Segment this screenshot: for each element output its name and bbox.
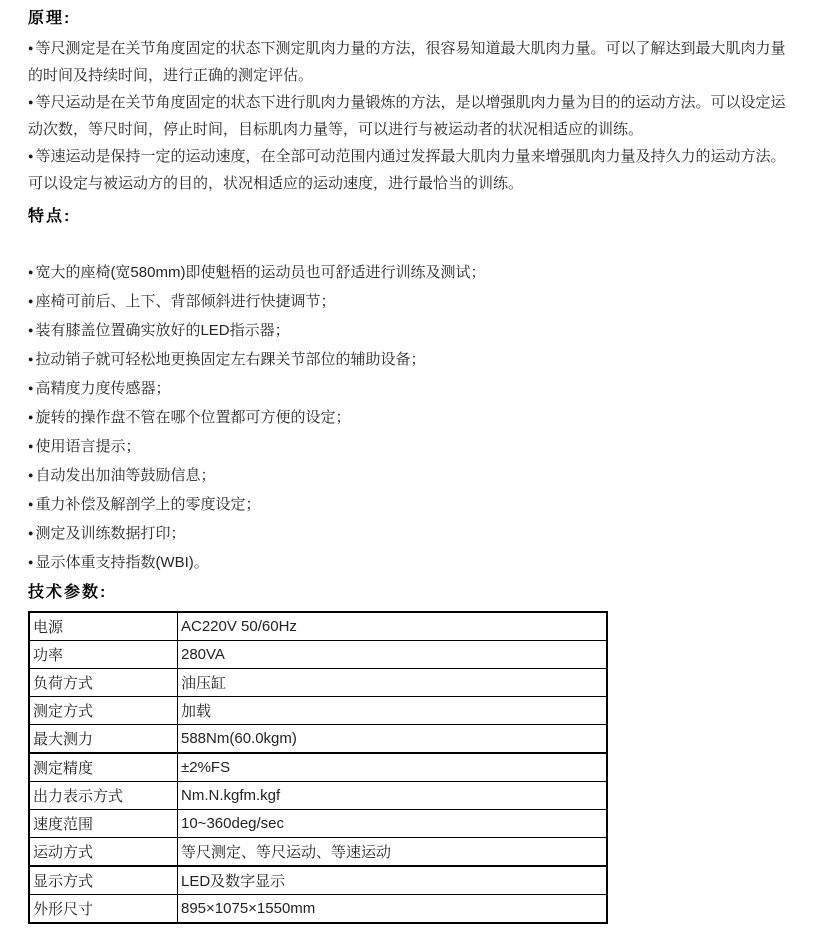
spec-value: Nm.N.kgfm.kgf: [178, 782, 608, 810]
specs-table-body: [29, 612, 607, 923]
spec-value: ±2%FS: [178, 753, 608, 782]
section-heading-features: 特点:: [28, 208, 72, 225]
spec-value: 895×1075×1550mm: [178, 895, 608, 924]
bullet-icon: ●: [28, 383, 34, 393]
feature-item: [28, 432, 795, 461]
table-row: [29, 697, 607, 725]
spec-value: 等尺测定、等尺运动、等速运动: [178, 838, 608, 867]
bullet-icon: ●: [28, 325, 34, 335]
table-row: [29, 753, 607, 782]
principle-paragraph-text: 等尺测定是在关节角度固定的状态下测定肌肉力量的方法，很容易知道最大肌肉力量。可以了解达到最大肌肉力量的时间及持续时间，进行正确的测定评估。: [28, 40, 786, 84]
feature-item-text: 重力补偿及解剖学上的零度设定；: [35, 496, 261, 513]
bullet-icon: ●: [28, 354, 34, 364]
feature-item: [28, 345, 795, 374]
spec-label: 外形尺寸: [29, 895, 178, 924]
table-row: [29, 895, 607, 924]
principle-paragraph-text: 等速运动是保持一定的运动速度，在全部可动范围内通过发挥最大肌肉力量来增强肌肉力量及持久力的运动方法。可以设定与被运动方的目的，状况相适应的运动速度，进行最恰当的训练。: [28, 148, 786, 192]
bullet-icon: ●: [28, 151, 34, 161]
feature-item-text: 装有膝盖位置确实放好的LED指示器；: [35, 322, 290, 339]
feature-item: [28, 519, 795, 548]
feature-item-text: 宽大的座椅(宽580mm)即使魁梧的运动员也可舒适进行训练及测试；: [35, 264, 486, 281]
principle-paragraph: [28, 143, 795, 197]
principle-paragraphs: [28, 35, 795, 197]
bullet-icon: ●: [28, 441, 34, 451]
features-list: [28, 258, 795, 577]
table-row: [29, 669, 607, 697]
spec-label: 速度范围: [29, 810, 178, 838]
feature-item-text: 使用语言提示；: [35, 438, 141, 455]
section-heading-principle: 原理:: [28, 10, 72, 27]
feature-item-text: 旋转的操作盘不管在哪个位置都可方便的设定；: [35, 409, 351, 426]
spec-value: 280VA: [178, 641, 608, 669]
bullet-icon: ●: [28, 412, 34, 422]
feature-item-text: 座椅可前后、上下、背部倾斜进行快捷调节；: [35, 293, 336, 310]
spec-value: 10~360deg/sec: [178, 810, 608, 838]
feature-item-text: 高精度力度传感器；: [35, 380, 171, 397]
principle-paragraph-text: 等尺运动是在关节角度固定的状态下进行肌肉力量锻炼的方法，是以增强肌肉力量为目的的运动方法。可以设定运动次数，等尺时间，停止时间，目标肌肉力量等，可以进行与被运动者的状况相适应的训练。: [28, 94, 786, 138]
feature-item: [28, 403, 795, 432]
spec-label: 电源: [29, 612, 178, 641]
feature-item: [28, 287, 795, 316]
table-row: [29, 725, 607, 754]
feature-item-text: 拉动销子就可轻松地更换固定左右踝关节部位的辅助设备；: [35, 351, 426, 368]
feature-item: [28, 258, 795, 287]
feature-item-text: 自动发出加油等鼓励信息；: [35, 467, 216, 484]
feature-item: [28, 374, 795, 403]
bullet-icon: ●: [28, 557, 34, 567]
table-row: [29, 782, 607, 810]
table-row: [29, 641, 607, 669]
spec-label: 测定方式: [29, 697, 178, 725]
table-row: [29, 838, 607, 867]
feature-item: [28, 490, 795, 519]
bullet-icon: ●: [28, 267, 34, 277]
spec-label: 最大测力: [29, 725, 178, 754]
feature-item: [28, 316, 795, 345]
spec-label: 运动方式: [29, 838, 178, 867]
table-row: [29, 866, 607, 895]
section-heading-specs: 技术参数:: [28, 584, 108, 601]
bullet-icon: ●: [28, 528, 34, 538]
specs-table: [28, 611, 608, 924]
bullet-icon: ●: [28, 499, 34, 509]
spec-label: 显示方式: [29, 866, 178, 895]
table-row: [29, 612, 607, 641]
spec-value: 油压缸: [178, 669, 608, 697]
spec-value: 588Nm(60.0kgm): [178, 725, 608, 754]
spec-label: 负荷方式: [29, 669, 178, 697]
feature-item-text: 显示体重支持指数(WBI)。: [35, 554, 209, 571]
spec-value: AC220V 50/60Hz: [178, 612, 608, 641]
table-row: [29, 810, 607, 838]
spec-value: LED及数字显示: [178, 866, 608, 895]
principle-paragraph: [28, 35, 795, 89]
spec-label: 功率: [29, 641, 178, 669]
bullet-icon: ●: [28, 470, 34, 480]
bullet-icon: ●: [28, 97, 34, 107]
feature-item-text: 测定及训练数据打印；: [35, 525, 186, 542]
bullet-icon: ●: [28, 43, 34, 53]
spec-label: 出力表示方式: [29, 782, 178, 810]
spec-label: 测定精度: [29, 753, 178, 782]
feature-item: [28, 548, 795, 577]
bullet-icon: ●: [28, 296, 34, 306]
principle-paragraph: [28, 89, 795, 143]
spec-value: 加载: [178, 697, 608, 725]
feature-item: [28, 461, 795, 490]
